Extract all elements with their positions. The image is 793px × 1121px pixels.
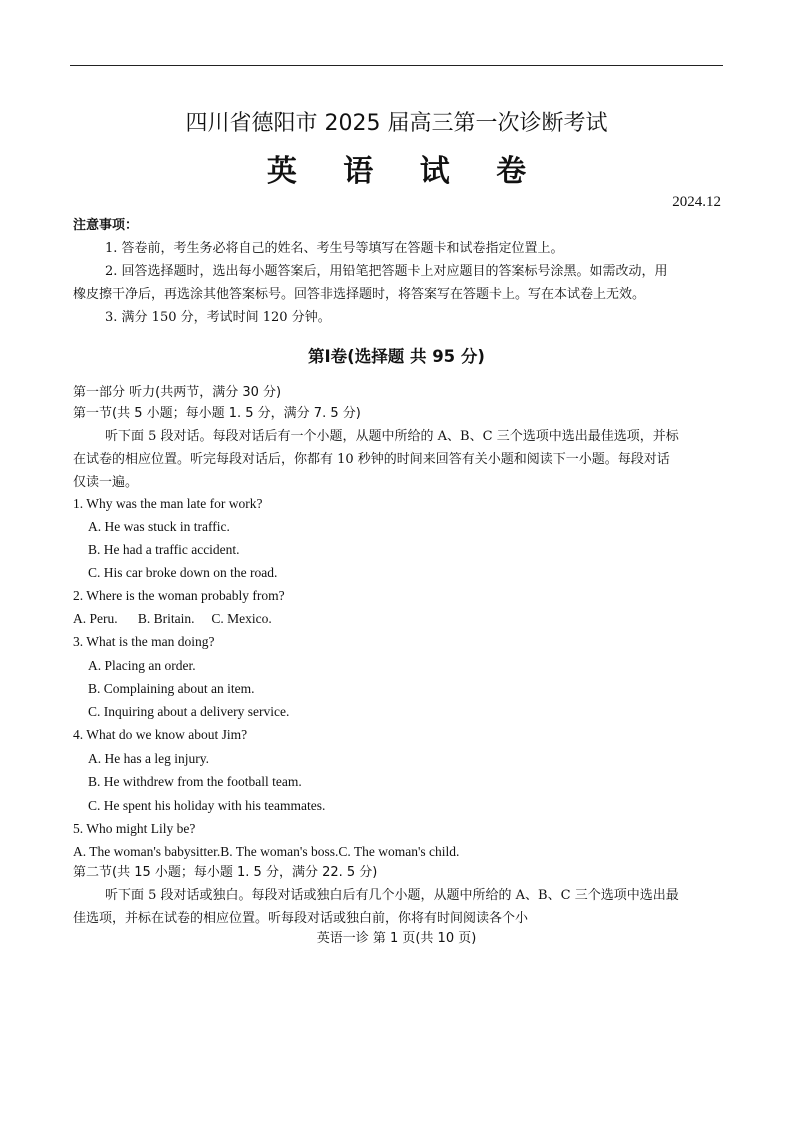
q4-option-c: C. He spent his holiday with his teammates. xyxy=(88,798,326,813)
exam-date: 2024.12 xyxy=(672,194,721,210)
question-3: 3. What is the man doing? xyxy=(73,634,215,649)
section2-intro-line-1: 听下面 5 段对话或独白。每段对话或独白后有几个小题，从题中所给的 A、B、C 三个选项中选出最 xyxy=(105,888,679,903)
q3-option-a: A. Placing an order. xyxy=(88,658,196,673)
question-1: 1. Why was the man late for work? xyxy=(73,496,263,511)
section2-title: 第二节(共 15 小题；每小题 1. 5 分，满分 22. 5 分) xyxy=(73,865,378,880)
section1-intro-line-1: 听下面 5 段对话。每段对话后有一个小题，从题中所给的 A、B、C 三个选项中选出最佳选项，并标 xyxy=(105,429,679,444)
subject-title: 英 语 试 卷 xyxy=(266,154,545,189)
page-footer: 英语一诊 第 1 页(共 10 页) xyxy=(316,931,477,946)
notice-heading: 注意事项： xyxy=(73,218,139,233)
q1-option-b: B. He had a traffic accident. xyxy=(88,542,240,557)
volume-title: 第Ⅰ卷(选择题 共 95 分) xyxy=(308,347,485,366)
section1-intro-line-2: 在试卷的相应位置。听完每段对话后，你都有 10 秒钟的时间来回答有关小题和阅读下一小题。每段对话 xyxy=(73,452,670,467)
q2-options: A. Peru. B. Britain. C. Mexico. xyxy=(73,611,272,626)
top-rule xyxy=(70,65,723,66)
question-4: 4. What do we know about Jim? xyxy=(73,727,248,742)
notice-item-2-cont: 橡皮擦干净后，再选涂其他答案标号。回答非选择题时，将答案写在答题卡上。写在本试卷上无效。 xyxy=(73,287,646,302)
q3-option-b: B. Complaining about an item. xyxy=(88,681,255,696)
section2-intro-line-2: 佳选项，并标在试卷的相应位置。听每段对话或独白前，你将有时间阅读各个小 xyxy=(73,911,529,926)
q3-option-c: C. Inquiring about a delivery service. xyxy=(88,704,290,719)
q4-option-b: B. He withdrew from the football team. xyxy=(88,774,302,789)
q1-option-c: C. His car broke down on the road. xyxy=(88,565,278,580)
exam-title: 四川省德阳市 2025 届高三第一次诊断考试 xyxy=(185,111,608,136)
section1-intro-line-3: 仅读一遍。 xyxy=(73,475,139,490)
q1-option-a: A. He was stuck in traffic. xyxy=(88,519,230,534)
q4-option-a: A. He has a leg injury. xyxy=(88,751,209,766)
part1-title: 第一部分 听力(共两节，满分 30 分) xyxy=(73,385,282,400)
notice-item-3: 3. 满分 150 分，考试时间 120 分钟。 xyxy=(105,310,331,325)
question-5: 5. Who might Lily be? xyxy=(73,821,196,836)
q5-options: A. The woman's babysitter.B. The woman's boss.C. The woman's child. xyxy=(73,844,460,859)
section1-title: 第一节(共 5 小题；每小题 1. 5 分，满分 7. 5 分) xyxy=(73,406,361,421)
notice-item-2: 2. 回答选择题时，选出每小题答案后，用铅笔把答题卡上对应题目的答案标号涂黑。如需改动，用 xyxy=(105,264,668,279)
question-2: 2. Where is the woman probably from? xyxy=(73,588,285,603)
notice-item-1: 1. 答卷前，考生务必将自己的姓名、考生号等填写在答题卡和试卷指定位置上。 xyxy=(105,241,564,256)
